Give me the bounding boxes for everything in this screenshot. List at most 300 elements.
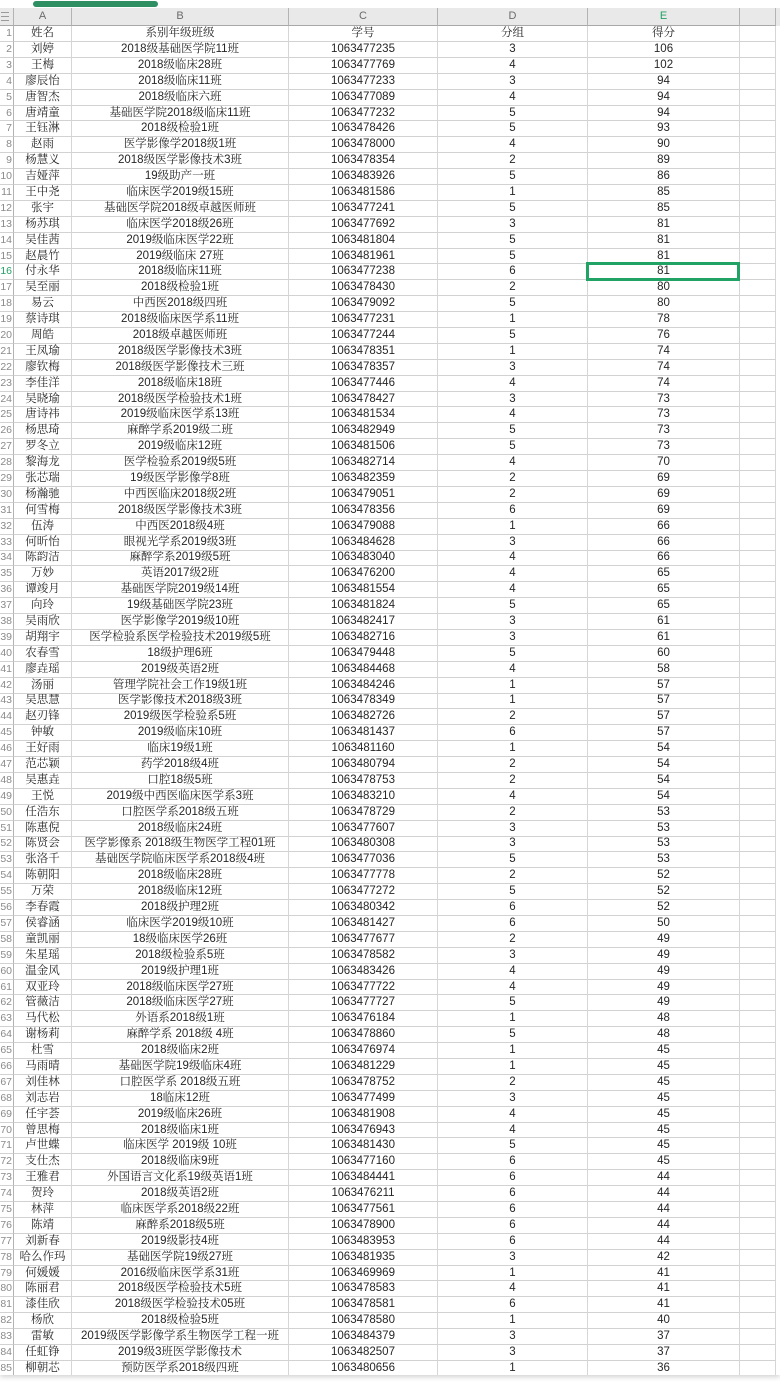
- empty-cell[interactable]: [740, 1361, 776, 1375]
- empty-cell[interactable]: [740, 614, 776, 630]
- cell-name[interactable]: 马雨晴: [14, 1059, 72, 1075]
- empty-cell[interactable]: [740, 519, 776, 535]
- row-number[interactable]: 37: [0, 598, 14, 614]
- cell-score[interactable]: 45: [588, 1154, 740, 1170]
- cell-student-id[interactable]: 1063477036: [289, 852, 438, 868]
- cell-group[interactable]: 5: [438, 1138, 588, 1154]
- cell-name[interactable]: 伍涛: [14, 519, 72, 535]
- cell-name[interactable]: 杨思琦: [14, 423, 72, 439]
- cell-student-id[interactable]: 1063479088: [289, 519, 438, 535]
- cell-score[interactable]: 94: [588, 106, 740, 122]
- cell-group[interactable]: 5: [438, 249, 588, 265]
- row-number[interactable]: 36: [0, 582, 14, 598]
- row-number[interactable]: 71: [0, 1138, 14, 1154]
- cell-group[interactable]: 3: [438, 948, 588, 964]
- cell-student-id[interactable]: 1063477089: [289, 90, 438, 106]
- row-number[interactable]: 74: [0, 1186, 14, 1202]
- empty-cell[interactable]: [740, 678, 776, 694]
- cell-name[interactable]: 杜雪: [14, 1043, 72, 1059]
- cell-class[interactable]: 2019级临床 27班: [72, 249, 289, 265]
- cell-score[interactable]: 41: [588, 1297, 740, 1313]
- row-number[interactable]: 40: [0, 646, 14, 662]
- cell-class[interactable]: 医学检验系2019级5班: [72, 455, 289, 471]
- row-number[interactable]: 59: [0, 948, 14, 964]
- cell-score[interactable]: 52: [588, 868, 740, 884]
- cell-score[interactable]: 41: [588, 1266, 740, 1282]
- row-number[interactable]: 43: [0, 694, 14, 710]
- empty-cell[interactable]: [740, 1043, 776, 1059]
- row-number[interactable]: 81: [0, 1297, 14, 1313]
- cell-score[interactable]: 48: [588, 1011, 740, 1027]
- row-number[interactable]: 17: [0, 280, 14, 296]
- cell-student-id[interactable]: 1063477692: [289, 217, 438, 233]
- cell-group[interactable]: 1: [438, 312, 588, 328]
- empty-cell[interactable]: [740, 185, 776, 201]
- empty-cell[interactable]: [740, 1202, 776, 1218]
- cell-score[interactable]: 52: [588, 900, 740, 916]
- row-number[interactable]: 62: [0, 995, 14, 1011]
- row-number[interactable]: 6: [0, 106, 14, 122]
- cell-name[interactable]: 廖钦梅: [14, 360, 72, 376]
- cell-name[interactable]: 赵雨: [14, 137, 72, 153]
- cell-class[interactable]: 基础医学院2018级临床11班: [72, 106, 289, 122]
- cell-score[interactable]: 54: [588, 789, 740, 805]
- cell-group[interactable]: 3: [438, 535, 588, 551]
- row-number[interactable]: 23: [0, 376, 14, 392]
- cell-class[interactable]: 2018级医学检验技术05班: [72, 1297, 289, 1313]
- empty-cell[interactable]: [740, 837, 776, 853]
- row-number[interactable]: 51: [0, 821, 14, 837]
- empty-cell[interactable]: [740, 328, 776, 344]
- cell-student-id[interactable]: 1063478349: [289, 694, 438, 710]
- row-number[interactable]: 47: [0, 757, 14, 773]
- row-number[interactable]: 82: [0, 1313, 14, 1329]
- empty-cell[interactable]: [740, 694, 776, 710]
- cell-name[interactable]: 管薇洁: [14, 995, 72, 1011]
- cell-score[interactable]: 61: [588, 614, 740, 630]
- cell-name[interactable]: 陈贤会: [14, 837, 72, 853]
- empty-cell[interactable]: [740, 773, 776, 789]
- cell-name[interactable]: 陈朝阳: [14, 868, 72, 884]
- cell-score[interactable]: 74: [588, 344, 740, 360]
- row-number[interactable]: 2: [0, 42, 14, 58]
- cell-score[interactable]: 81: [588, 264, 740, 280]
- cell-group[interactable]: 3: [438, 614, 588, 630]
- header-cell-score[interactable]: 得分: [588, 26, 740, 42]
- cell-name[interactable]: 任宇荟: [14, 1107, 72, 1123]
- cell-student-id[interactable]: 1063478357: [289, 360, 438, 376]
- cell-name[interactable]: 王中尧: [14, 185, 72, 201]
- cell-class[interactable]: 2019级英语2班: [72, 662, 289, 678]
- cell-group[interactable]: 5: [438, 328, 588, 344]
- row-number[interactable]: 73: [0, 1170, 14, 1186]
- cell-name[interactable]: 陈靖: [14, 1218, 72, 1234]
- empty-cell[interactable]: [740, 1123, 776, 1139]
- cell-group[interactable]: 4: [438, 58, 588, 74]
- cell-score[interactable]: 74: [588, 360, 740, 376]
- cell-student-id[interactable]: 1063480794: [289, 757, 438, 773]
- cell-student-id[interactable]: 1063477561: [289, 1202, 438, 1218]
- cell-student-id[interactable]: 1063481229: [289, 1059, 438, 1075]
- cell-group[interactable]: 5: [438, 106, 588, 122]
- row-number[interactable]: 58: [0, 932, 14, 948]
- cell-class[interactable]: 2018级临床11班: [72, 74, 289, 90]
- empty-cell[interactable]: [740, 1266, 776, 1282]
- empty-cell[interactable]: [740, 74, 776, 90]
- cell-class[interactable]: 中西医2018级四班: [72, 296, 289, 312]
- row-number[interactable]: 19: [0, 312, 14, 328]
- empty-cell[interactable]: [740, 725, 776, 741]
- cell-name[interactable]: 赵刃锋: [14, 709, 72, 725]
- cell-name[interactable]: 林萍: [14, 1202, 72, 1218]
- cell-score[interactable]: 69: [588, 503, 740, 519]
- cell-score[interactable]: 94: [588, 74, 740, 90]
- cell-student-id[interactable]: 1063478581: [289, 1297, 438, 1313]
- cell-class[interactable]: 2019级影技4班: [72, 1234, 289, 1250]
- cell-class[interactable]: 2018级临床24班: [72, 821, 289, 837]
- cell-score[interactable]: 57: [588, 725, 740, 741]
- cell-student-id[interactable]: 1063477160: [289, 1154, 438, 1170]
- cell-group[interactable]: 2: [438, 1075, 588, 1091]
- row-number[interactable]: 38: [0, 614, 14, 630]
- cell-class[interactable]: 2019级3班医学影像技术: [72, 1345, 289, 1361]
- empty-cell[interactable]: [740, 995, 776, 1011]
- cell-group[interactable]: 1: [438, 185, 588, 201]
- cell-class[interactable]: 基础医学院2019级14班: [72, 582, 289, 598]
- cell-name[interactable]: 赵晨竹: [14, 249, 72, 265]
- empty-cell[interactable]: [740, 503, 776, 519]
- row-number[interactable]: 12: [0, 201, 14, 217]
- cell-class[interactable]: 2019级医学影像学系生物医学工程一班: [72, 1329, 289, 1345]
- cell-name[interactable]: 唐靖童: [14, 106, 72, 122]
- cell-score[interactable]: 89: [588, 153, 740, 169]
- cell-name[interactable]: 吉娅萍: [14, 169, 72, 185]
- cell-class[interactable]: 2018级护理2班: [72, 900, 289, 916]
- cell-student-id[interactable]: 1063477272: [289, 884, 438, 900]
- empty-cell[interactable]: [740, 217, 776, 233]
- empty-cell[interactable]: [740, 1170, 776, 1186]
- cell-score[interactable]: 57: [588, 678, 740, 694]
- cell-class[interactable]: 2018级检验5班: [72, 1313, 289, 1329]
- cell-class[interactable]: 医学影像技术2018级3班: [72, 694, 289, 710]
- row-number[interactable]: 77: [0, 1234, 14, 1250]
- empty-cell[interactable]: [740, 916, 776, 932]
- cell-student-id[interactable]: 1063481554: [289, 582, 438, 598]
- empty-cell[interactable]: [740, 360, 776, 376]
- cell-score[interactable]: 53: [588, 852, 740, 868]
- cell-score[interactable]: 69: [588, 471, 740, 487]
- empty-cell[interactable]: [740, 582, 776, 598]
- cell-group[interactable]: 6: [438, 1234, 588, 1250]
- empty-cell[interactable]: [740, 1154, 776, 1170]
- cell-score[interactable]: 73: [588, 407, 740, 423]
- header-cell-name[interactable]: 姓名: [14, 26, 72, 42]
- row-number[interactable]: 79: [0, 1266, 14, 1282]
- cell-class[interactable]: 预防医学系2018级四班: [72, 1361, 289, 1375]
- row-number[interactable]: 76: [0, 1218, 14, 1234]
- row-number[interactable]: 68: [0, 1091, 14, 1107]
- row-number[interactable]: 53: [0, 852, 14, 868]
- cell-student-id[interactable]: 1063478351: [289, 344, 438, 360]
- cell-student-id[interactable]: 1063469969: [289, 1266, 438, 1282]
- cell-score[interactable]: 65: [588, 566, 740, 582]
- cell-name[interactable]: 易云: [14, 296, 72, 312]
- cell-student-id[interactable]: 1063477499: [289, 1091, 438, 1107]
- cell-class[interactable]: 2018级临床六班: [72, 90, 289, 106]
- cell-group[interactable]: 6: [438, 1202, 588, 1218]
- cell-group[interactable]: 5: [438, 296, 588, 312]
- cell-class[interactable]: 医学影像学2018级1班: [72, 137, 289, 153]
- cell-class[interactable]: 2018级医学影像技术三班: [72, 360, 289, 376]
- cell-class[interactable]: 2016级临床医学系31班: [72, 1266, 289, 1282]
- cell-class[interactable]: 2018级临床28班: [72, 58, 289, 74]
- cell-group[interactable]: 4: [438, 789, 588, 805]
- cell-name[interactable]: 张宇: [14, 201, 72, 217]
- cell-group[interactable]: 2: [438, 487, 588, 503]
- empty-cell[interactable]: [740, 709, 776, 725]
- cell-name[interactable]: 付永华: [14, 264, 72, 280]
- empty-cell[interactable]: [740, 455, 776, 471]
- cell-class[interactable]: 2018级临床11班: [72, 264, 289, 280]
- cell-group[interactable]: 3: [438, 42, 588, 58]
- cell-score[interactable]: 45: [588, 1123, 740, 1139]
- cell-name[interactable]: 王凤瑜: [14, 344, 72, 360]
- row-number[interactable]: 63: [0, 1011, 14, 1027]
- cell-student-id[interactable]: 1063477233: [289, 74, 438, 90]
- empty-cell[interactable]: [740, 1234, 776, 1250]
- header-cell-class[interactable]: 系别年级班级: [72, 26, 289, 42]
- cell-score[interactable]: 41: [588, 1281, 740, 1297]
- cell-group[interactable]: 2: [438, 868, 588, 884]
- cell-name[interactable]: 支仕杰: [14, 1154, 72, 1170]
- cell-name[interactable]: 马代松: [14, 1011, 72, 1027]
- cell-class[interactable]: 2018级临床2班: [72, 1043, 289, 1059]
- empty-cell[interactable]: [740, 1313, 776, 1329]
- cell-student-id[interactable]: 1063478583: [289, 1281, 438, 1297]
- cell-score[interactable]: 81: [588, 233, 740, 249]
- cell-group[interactable]: 3: [438, 837, 588, 853]
- empty-cell[interactable]: [740, 900, 776, 916]
- empty-cell[interactable]: [740, 1075, 776, 1091]
- empty-cell[interactable]: [740, 1107, 776, 1123]
- cell-score[interactable]: 80: [588, 280, 740, 296]
- cell-class[interactable]: 2018级检验系5班: [72, 948, 289, 964]
- cell-group[interactable]: 4: [438, 964, 588, 980]
- cell-score[interactable]: 45: [588, 1059, 740, 1075]
- row-number[interactable]: 26: [0, 423, 14, 439]
- cell-score[interactable]: 85: [588, 185, 740, 201]
- cell-score[interactable]: 85: [588, 201, 740, 217]
- cell-student-id[interactable]: 1063481160: [289, 741, 438, 757]
- cell-name[interactable]: 吴雨欣: [14, 614, 72, 630]
- cell-student-id[interactable]: 1063477244: [289, 328, 438, 344]
- empty-cell[interactable]: [740, 566, 776, 582]
- select-all-corner[interactable]: [0, 8, 14, 26]
- cell-class[interactable]: 口腔18级5班: [72, 773, 289, 789]
- cell-student-id[interactable]: 1063481534: [289, 407, 438, 423]
- empty-cell[interactable]: [740, 948, 776, 964]
- row-number[interactable]: 3: [0, 58, 14, 74]
- cell-name[interactable]: 廖垚瑶: [14, 662, 72, 678]
- cell-class[interactable]: 19级基础医学院23班: [72, 598, 289, 614]
- row-number[interactable]: 20: [0, 328, 14, 344]
- cell-class[interactable]: 基础医学院临床医学系2018级4班: [72, 852, 289, 868]
- row-number[interactable]: 46: [0, 741, 14, 757]
- cell-name[interactable]: 吴晓瑜: [14, 392, 72, 408]
- cell-score[interactable]: 45: [588, 1138, 740, 1154]
- header-cell-group[interactable]: 分组: [438, 26, 588, 42]
- empty-cell[interactable]: [740, 201, 776, 217]
- cell-score[interactable]: 102: [588, 58, 740, 74]
- cell-student-id[interactable]: 1063481437: [289, 725, 438, 741]
- row-number[interactable]: 52: [0, 837, 14, 853]
- cell-student-id[interactable]: 1063482507: [289, 1345, 438, 1361]
- empty-cell[interactable]: [740, 1329, 776, 1345]
- cell-name[interactable]: 侯睿涵: [14, 916, 72, 932]
- cell-score[interactable]: 78: [588, 312, 740, 328]
- cell-name[interactable]: 柳朝芯: [14, 1361, 72, 1375]
- cell-class[interactable]: 临床医学2018级26班: [72, 217, 289, 233]
- empty-cell[interactable]: [740, 1138, 776, 1154]
- cell-score[interactable]: 53: [588, 805, 740, 821]
- cell-class[interactable]: 18临床12班: [72, 1091, 289, 1107]
- empty-cell[interactable]: [740, 646, 776, 662]
- cell-group[interactable]: 1: [438, 344, 588, 360]
- row-number[interactable]: 65: [0, 1043, 14, 1059]
- row-number[interactable]: 7: [0, 121, 14, 137]
- cell-score[interactable]: 81: [588, 217, 740, 233]
- empty-cell[interactable]: [740, 249, 776, 265]
- empty-cell[interactable]: [740, 932, 776, 948]
- cell-class[interactable]: 药学2018级4班: [72, 757, 289, 773]
- cell-class[interactable]: 18级护理6班: [72, 646, 289, 662]
- cell-class[interactable]: 2019级护理1班: [72, 964, 289, 980]
- row-number[interactable]: 69: [0, 1107, 14, 1123]
- cell-student-id[interactable]: 1063477231: [289, 312, 438, 328]
- cell-name[interactable]: 万荣: [14, 884, 72, 900]
- cell-student-id[interactable]: 1063477778: [289, 868, 438, 884]
- cell-group[interactable]: 6: [438, 264, 588, 280]
- empty-cell[interactable]: [740, 1027, 776, 1043]
- row-number[interactable]: 29: [0, 471, 14, 487]
- cell-group[interactable]: 4: [438, 1123, 588, 1139]
- cell-class[interactable]: 中西医2018级4班: [72, 519, 289, 535]
- row-number[interactable]: 80: [0, 1281, 14, 1297]
- cell-name[interactable]: 唐智杰: [14, 90, 72, 106]
- row-number[interactable]: 78: [0, 1250, 14, 1266]
- cell-name[interactable]: 蔡诗琪: [14, 312, 72, 328]
- row-number[interactable]: 39: [0, 630, 14, 646]
- row-number[interactable]: 57: [0, 916, 14, 932]
- cell-student-id[interactable]: 1063481427: [289, 916, 438, 932]
- row-number[interactable]: 31: [0, 503, 14, 519]
- cell-group[interactable]: 6: [438, 1218, 588, 1234]
- row-number[interactable]: 28: [0, 455, 14, 471]
- cell-group[interactable]: 1: [438, 678, 588, 694]
- row-number[interactable]: 66: [0, 1059, 14, 1075]
- cell-score[interactable]: 81: [588, 249, 740, 265]
- row-number[interactable]: 42: [0, 678, 14, 694]
- cell-score[interactable]: 80: [588, 296, 740, 312]
- row-number[interactable]: 5: [0, 90, 14, 106]
- cell-group[interactable]: 1: [438, 519, 588, 535]
- row-number[interactable]: 34: [0, 551, 14, 567]
- cell-student-id[interactable]: 1063484628: [289, 535, 438, 551]
- row-number[interactable]: 30: [0, 487, 14, 503]
- cell-group[interactable]: 5: [438, 1027, 588, 1043]
- empty-cell[interactable]: [740, 58, 776, 74]
- row-number[interactable]: 25: [0, 407, 14, 423]
- cell-group[interactable]: 3: [438, 1250, 588, 1266]
- row-number[interactable]: 27: [0, 439, 14, 455]
- cell-group[interactable]: 5: [438, 995, 588, 1011]
- empty-cell[interactable]: [740, 376, 776, 392]
- empty-cell[interactable]: [740, 153, 776, 169]
- cell-name[interactable]: 卢世蝶: [14, 1138, 72, 1154]
- cell-group[interactable]: 2: [438, 709, 588, 725]
- empty-cell[interactable]: [740, 1345, 776, 1361]
- row-number[interactable]: 22: [0, 360, 14, 376]
- cell-student-id[interactable]: 1063478354: [289, 153, 438, 169]
- cell-student-id[interactable]: 1063478860: [289, 1027, 438, 1043]
- cell-name[interactable]: 汤丽: [14, 678, 72, 694]
- row-number[interactable]: 83: [0, 1329, 14, 1345]
- cell-group[interactable]: 1: [438, 741, 588, 757]
- cell-score[interactable]: 57: [588, 709, 740, 725]
- cell-student-id[interactable]: 1063481935: [289, 1250, 438, 1266]
- cell-group[interactable]: 5: [438, 121, 588, 137]
- cell-group[interactable]: 5: [438, 439, 588, 455]
- cell-score[interactable]: 44: [588, 1186, 740, 1202]
- cell-score[interactable]: 44: [588, 1170, 740, 1186]
- cell-name[interactable]: 漆佳欣: [14, 1297, 72, 1313]
- cell-score[interactable]: 53: [588, 837, 740, 853]
- cell-class[interactable]: 麻醉学系 2018级 4班: [72, 1027, 289, 1043]
- cell-group[interactable]: 5: [438, 169, 588, 185]
- cell-class[interactable]: 麻醉学系2019级5班: [72, 551, 289, 567]
- cell-student-id[interactable]: 1063484379: [289, 1329, 438, 1345]
- row-number[interactable]: 70: [0, 1123, 14, 1139]
- empty-cell[interactable]: [740, 90, 776, 106]
- cell-student-id[interactable]: 1063479051: [289, 487, 438, 503]
- cell-class[interactable]: 临床19级1班: [72, 741, 289, 757]
- cell-class[interactable]: 中西医临床2018级2班: [72, 487, 289, 503]
- cell-name[interactable]: 范芯颖: [14, 757, 72, 773]
- cell-name[interactable]: 王雅君: [14, 1170, 72, 1186]
- cell-group[interactable]: 2: [438, 805, 588, 821]
- cell-student-id[interactable]: 1063481804: [289, 233, 438, 249]
- cell-class[interactable]: 2018级医学影像技术3班: [72, 153, 289, 169]
- cell-group[interactable]: 6: [438, 725, 588, 741]
- row-number[interactable]: 72: [0, 1154, 14, 1170]
- cell-name[interactable]: 陈惠倪: [14, 821, 72, 837]
- empty-cell[interactable]: [740, 852, 776, 868]
- cell-student-id[interactable]: 1063481506: [289, 439, 438, 455]
- cell-class[interactable]: 2019级临床医学22班: [72, 233, 289, 249]
- cell-class[interactable]: 英语2017级2班: [72, 566, 289, 582]
- cell-student-id[interactable]: 1063481961: [289, 249, 438, 265]
- cell-group[interactable]: 6: [438, 916, 588, 932]
- row-number[interactable]: 75: [0, 1202, 14, 1218]
- cell-student-id[interactable]: 1063481908: [289, 1107, 438, 1123]
- cell-student-id[interactable]: 1063478430: [289, 280, 438, 296]
- cell-name[interactable]: 陈丽君: [14, 1281, 72, 1297]
- cell-name[interactable]: 谢杨莉: [14, 1027, 72, 1043]
- cell-name[interactable]: 王梅: [14, 58, 72, 74]
- row-number[interactable]: 24: [0, 392, 14, 408]
- cell-group[interactable]: 2: [438, 153, 588, 169]
- cell-class[interactable]: 临床医学系2018级22班: [72, 1202, 289, 1218]
